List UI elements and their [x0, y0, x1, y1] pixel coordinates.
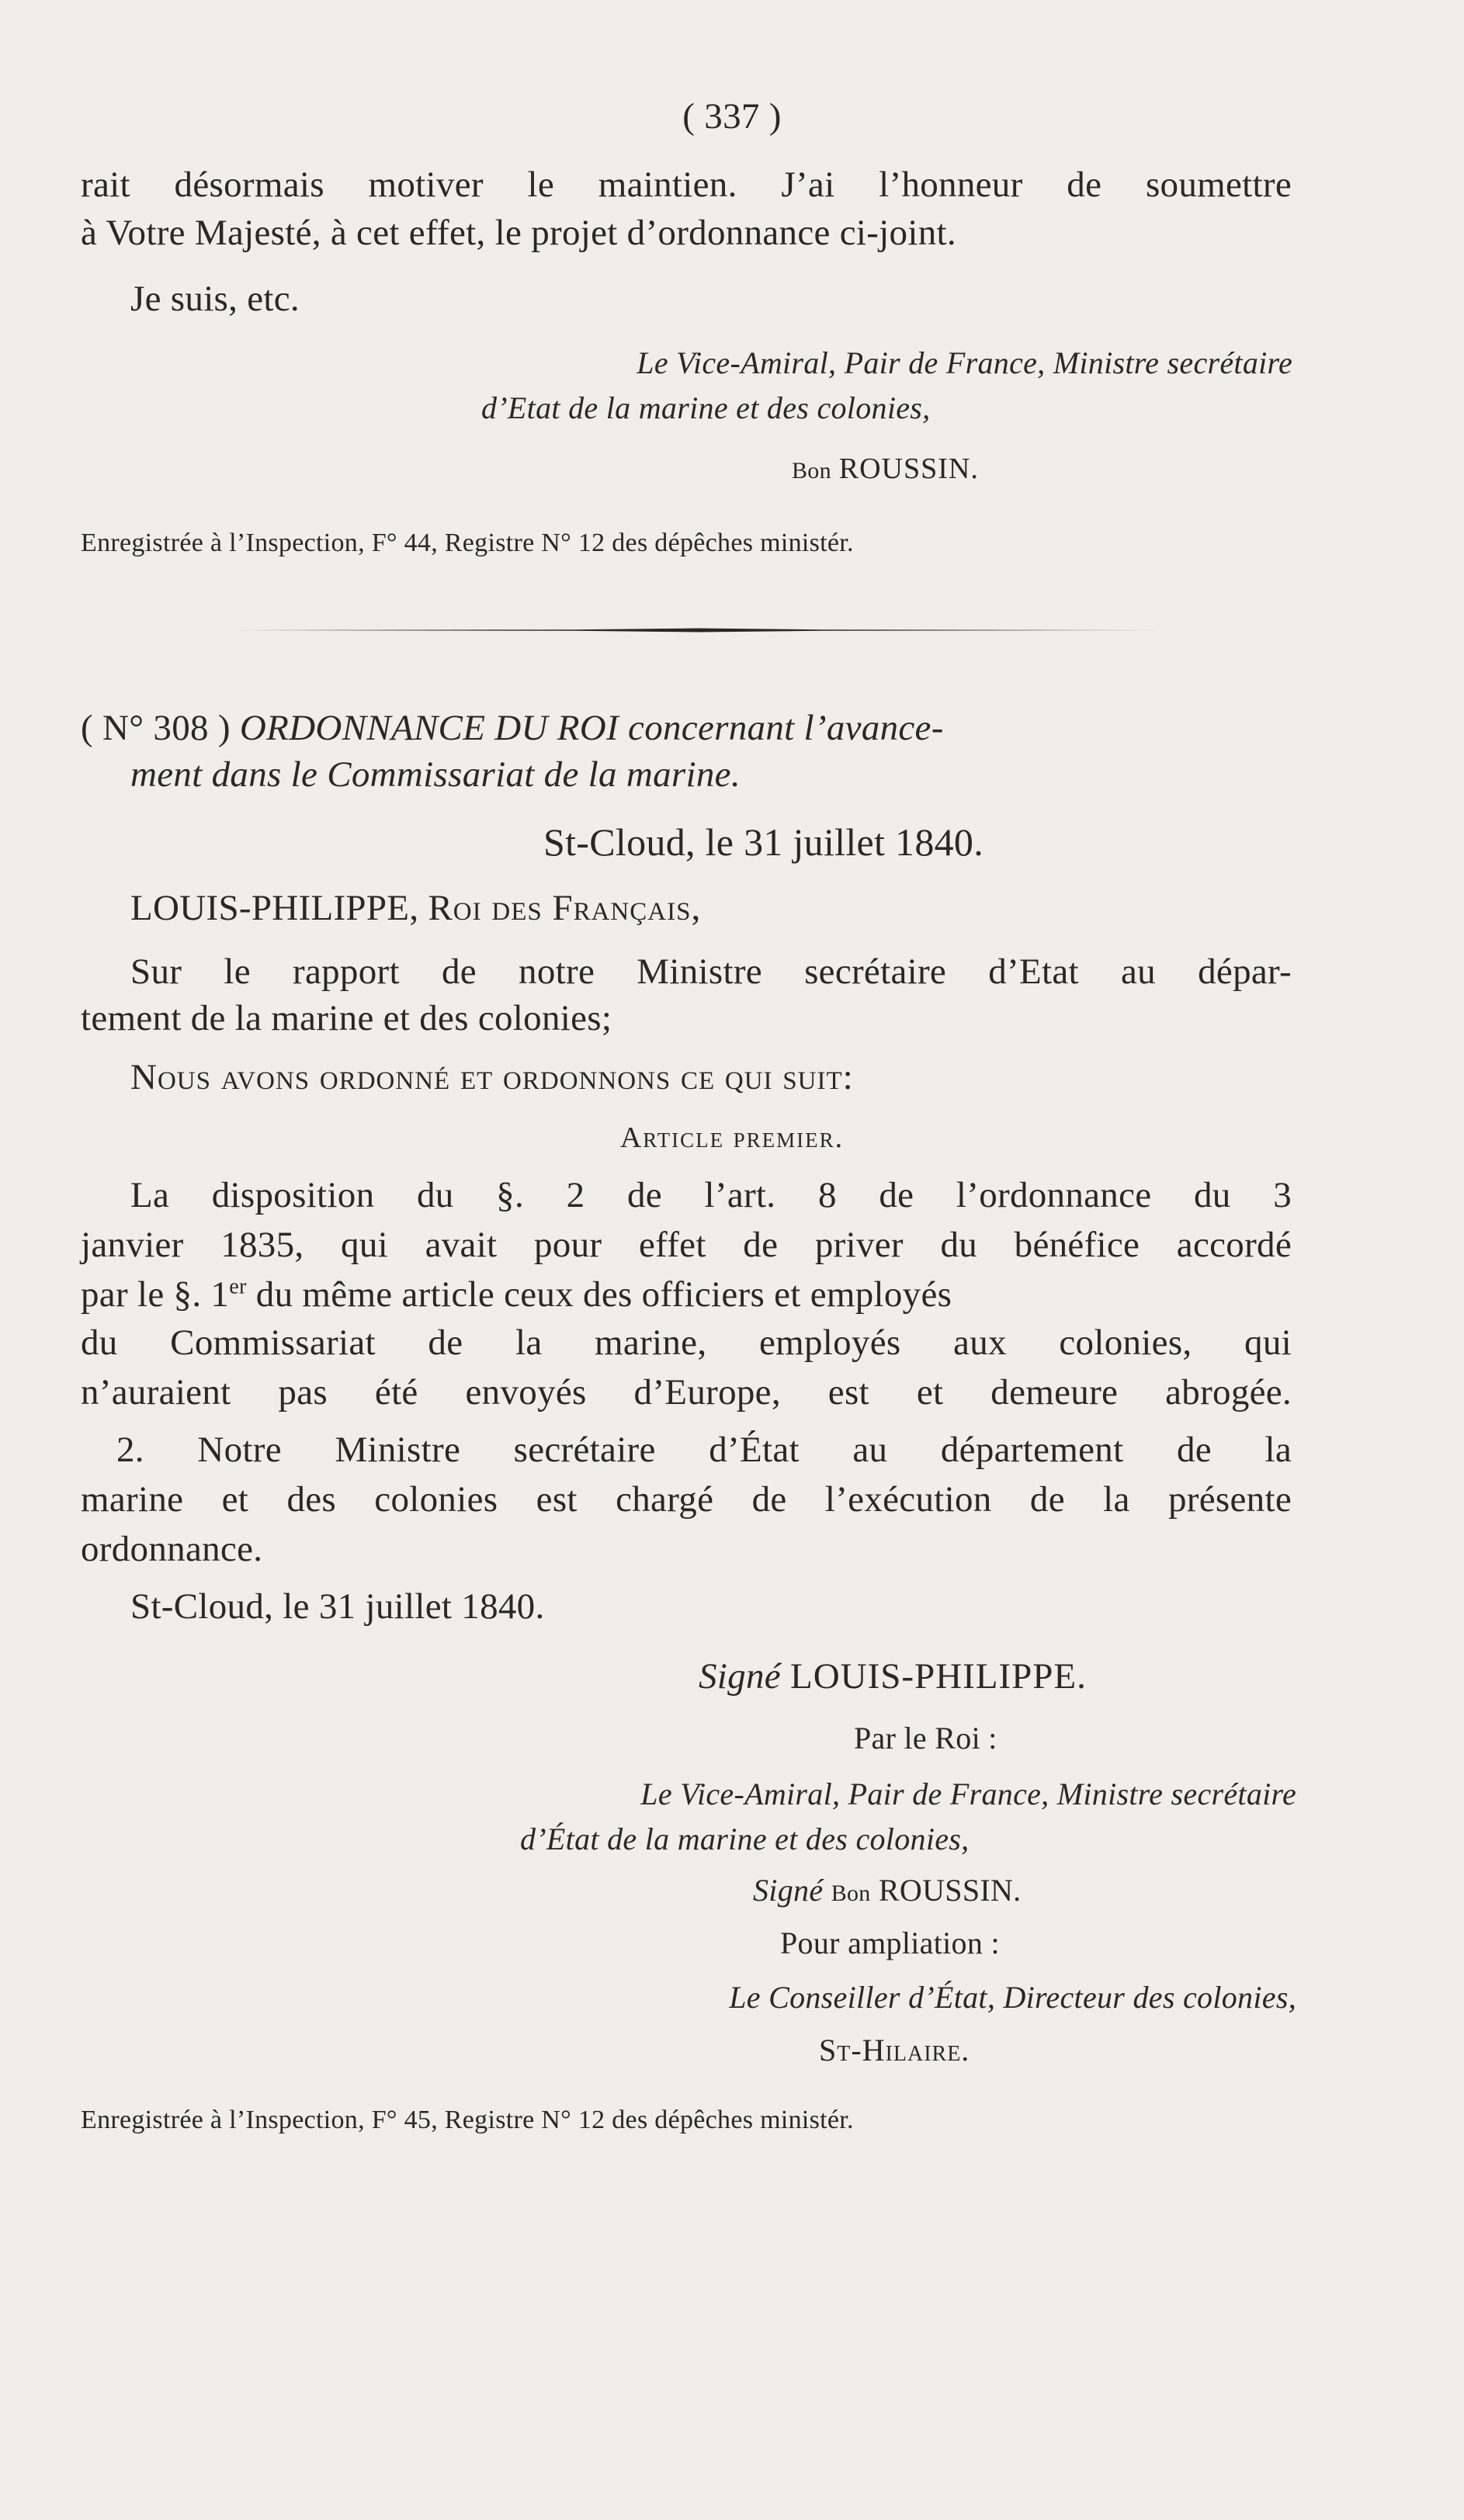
- councillor-name: St-Hilaire.: [819, 2033, 970, 2068]
- king-signature: [699, 1653, 1087, 1700]
- ordinance-date-line: St-Cloud, le 31 juillet 1840.: [130, 1586, 545, 1627]
- article-1-line-4: du Commissariat de la marine, employés aux colonies, qui: [81, 1322, 1292, 1363]
- ordinance-heading-2: ment dans le Commissariat de la marine.: [130, 754, 741, 795]
- king-line: [130, 885, 701, 931]
- article-1-line-1: La disposition du §. 2 de l’art. 8 de l’ordonnance du 3: [130, 1175, 1292, 1215]
- minister-prefix: Bon: [831, 1880, 871, 1906]
- ordinance-title-1: ORDONNANCE DU ROI concernant l’avance-: [239, 708, 944, 748]
- article-1-line-3-superscript: er: [229, 1274, 247, 1299]
- letter-line-1: rait désormais motiver le maintien. J’ai l’honneur de soumettre: [81, 165, 1292, 205]
- report-line-1: Sur le rapport de notre Ministre secrétaire d’Etat au dépar-: [130, 951, 1292, 992]
- minister-name: ROUSSIN.: [878, 1873, 1022, 1908]
- king-title: Roi des Français,: [428, 888, 702, 928]
- by-king: Par le Roi :: [854, 1721, 997, 1756]
- article-2-line-2: marine et des colonies est chargé de l’exécution de la présente: [81, 1479, 1292, 1520]
- minister-signed-word: Signé: [753, 1873, 824, 1908]
- article-1-line-2: janvier 1835, qui avait pour effet de priver du bénéfice accordé: [81, 1225, 1292, 1265]
- ordinance-number: ( N° 308 ): [81, 708, 231, 748]
- letter-signature-prefix: Bon: [792, 458, 831, 484]
- councillor-title: Le Conseiller d’État, Directeur des colonies,: [729, 1980, 1296, 2015]
- ordinance-place-date: St-Cloud, le 31 juillet 1840.: [543, 820, 984, 864]
- ordinance-registration: Enregistrée à l’Inspection, F° 45, Registre N° 12 des dépêches ministér.: [81, 2106, 854, 2134]
- king-signed-word: Signé: [699, 1656, 781, 1697]
- article-1-line-5: n’auraient pas été envoyés d’Europe, est et demeure abrogée.: [81, 1372, 1292, 1413]
- article-1-line-3a: par le §. 1: [81, 1274, 230, 1315]
- letter-signature: [792, 445, 979, 494]
- ordinance-heading-1: [81, 705, 1292, 751]
- letter-line-2: à Votre Majesté, à cet effet, le projet d’ordonnance ci-joint.: [81, 213, 956, 253]
- letter-closing: Je suis, etc.: [130, 279, 300, 319]
- article-1-line-3: [81, 1271, 1292, 1318]
- ordered-line: Nous avons ordonné et ordonnons ce qui suit:: [130, 1057, 854, 1097]
- letter-signatory-title-2: d’Etat de la marine et des colonies,: [481, 390, 931, 425]
- letter-registration: Enregistrée à l’Inspection, F° 44, Registre N° 12 des dépêches ministér.: [81, 529, 854, 557]
- minister-title-1: Le Vice-Amiral, Pair de France, Ministre secrétaire: [640, 1776, 1296, 1811]
- article-2-line-3: ordonnance.: [81, 1529, 263, 1569]
- king-name: LOUIS-PHILIPPE,: [130, 888, 419, 928]
- section-divider: [233, 627, 1164, 633]
- page-number: ( 337 ): [682, 96, 782, 137]
- letter-signature-name: ROUSSIN.: [838, 452, 979, 485]
- minister-signature: [753, 1867, 1021, 1917]
- ampliation: Pour ampliation :: [780, 1926, 1000, 1960]
- king-signed-name: LOUIS-PHILIPPE.: [789, 1656, 1087, 1697]
- report-line-2: tement de la marine et des colonies;: [81, 998, 612, 1038]
- article-heading: Article premier.: [619, 1121, 845, 1154]
- article-1-line-3b: du même article ceux des officiers et employés: [246, 1274, 952, 1315]
- minister-title-2: d’État de la marine et des colonies,: [520, 1822, 970, 1856]
- article-2-line-1: 2. Notre Ministre secrétaire d’État au département de la: [116, 1430, 1292, 1470]
- letter-signatory-title-1: Le Vice-Amiral, Pair de France, Ministre secrétaire: [637, 345, 1292, 380]
